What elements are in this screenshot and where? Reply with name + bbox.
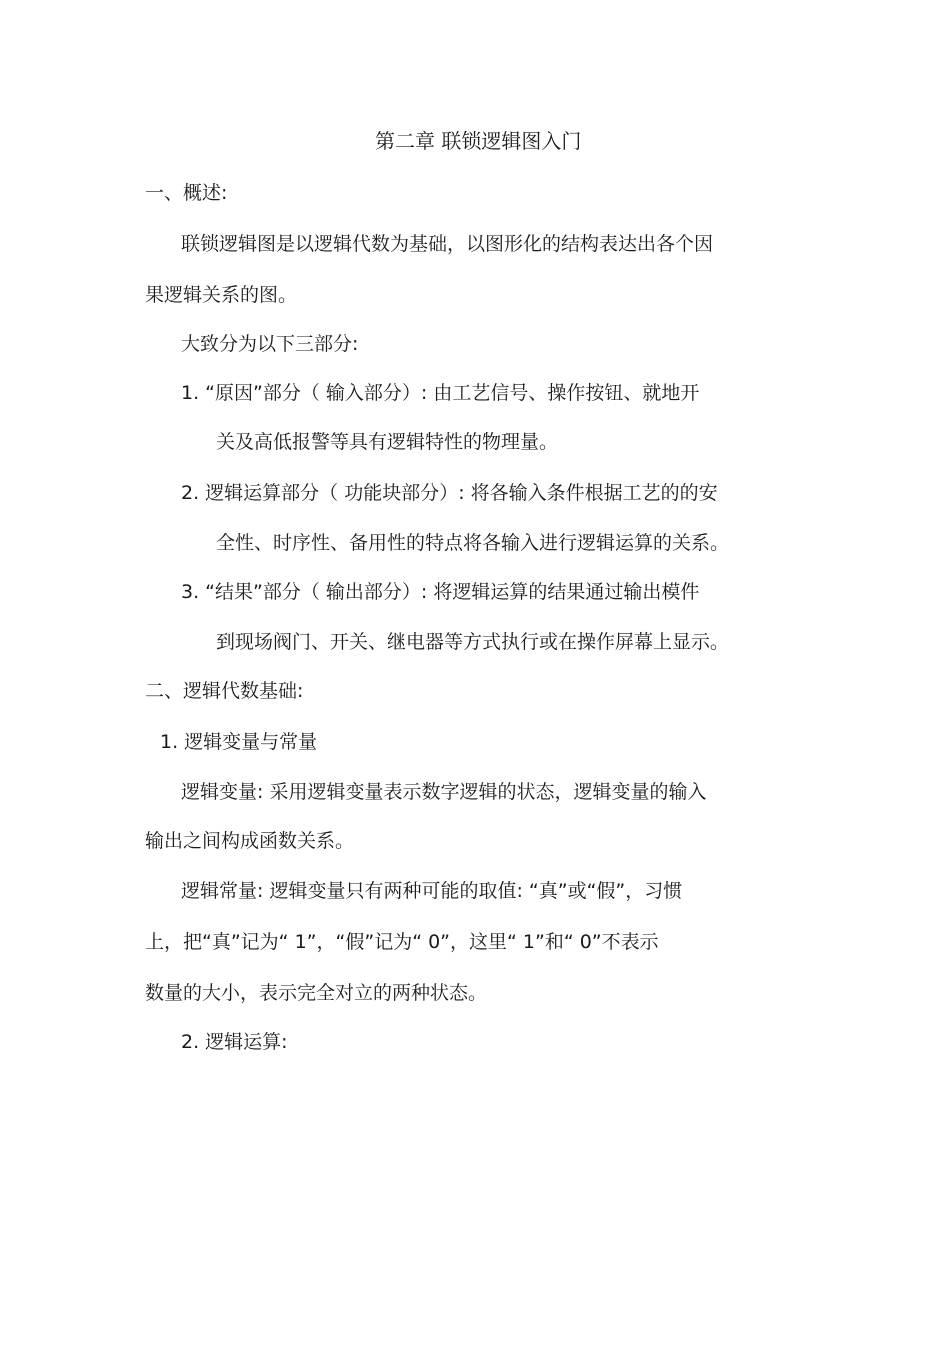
list-item-cause-line2: 关及高低报警等具有逻辑特性的物理量。 [216, 431, 559, 453]
subheading-logic-operations: 2. 逻辑运算: [181, 1031, 288, 1053]
logic-variable-line2: 输出之间构成函数关系。 [145, 830, 355, 852]
list-item-result-line1: 3. “结果”部分（ 输出部分）: 将逻辑运算的结果通过输出模件 [181, 581, 700, 603]
parts-intro: 大致分为以下三部分: [181, 333, 359, 355]
list-item-cause-line1: 1. “原因”部分（ 输入部分）: 由工艺信号、操作按钮、就地开 [181, 382, 700, 404]
list-item-logic-line2: 全性、时序性、备用性的特点将各输入进行逻辑运算的关系。 [216, 532, 730, 554]
list-item-logic-line1: 2. 逻辑运算部分（ 功能块部分）: 将各输入条件根据工艺的的安 [181, 482, 718, 504]
section-heading-logic-algebra: 二、逻辑代数基础: [145, 680, 304, 702]
logic-constant-line2: 上，把“真”记为“ 1”，“假”记为“ 0”，这里“ 1”和“ 0”不表示 [145, 931, 659, 953]
logic-constant-line3: 数量的大小，表示完全对立的两种状态。 [145, 982, 488, 1004]
logic-constant-line1: 逻辑常量: 逻辑变量只有两种可能的取值: “真”或“假”，习惯 [181, 880, 683, 902]
overview-paragraph-line2: 果逻辑关系的图。 [145, 284, 298, 306]
section-heading-overview: 一、概述: [145, 182, 228, 204]
logic-variable-line1: 逻辑变量: 采用逻辑变量表示数字逻辑的状态，逻辑变量的输入 [181, 781, 707, 803]
chapter-title: 第二章 联锁逻辑图入门 [375, 129, 582, 153]
subheading-variables-constants: 1. 逻辑变量与常量 [160, 731, 318, 753]
overview-paragraph-line1: 联锁逻辑图是以逻辑代数为基础，以图形化的结构表达出各个因 [181, 233, 714, 255]
list-item-result-line2: 到现场阀门、开关、继电器等方式执行或在操作屏幕上显示。 [216, 631, 730, 653]
